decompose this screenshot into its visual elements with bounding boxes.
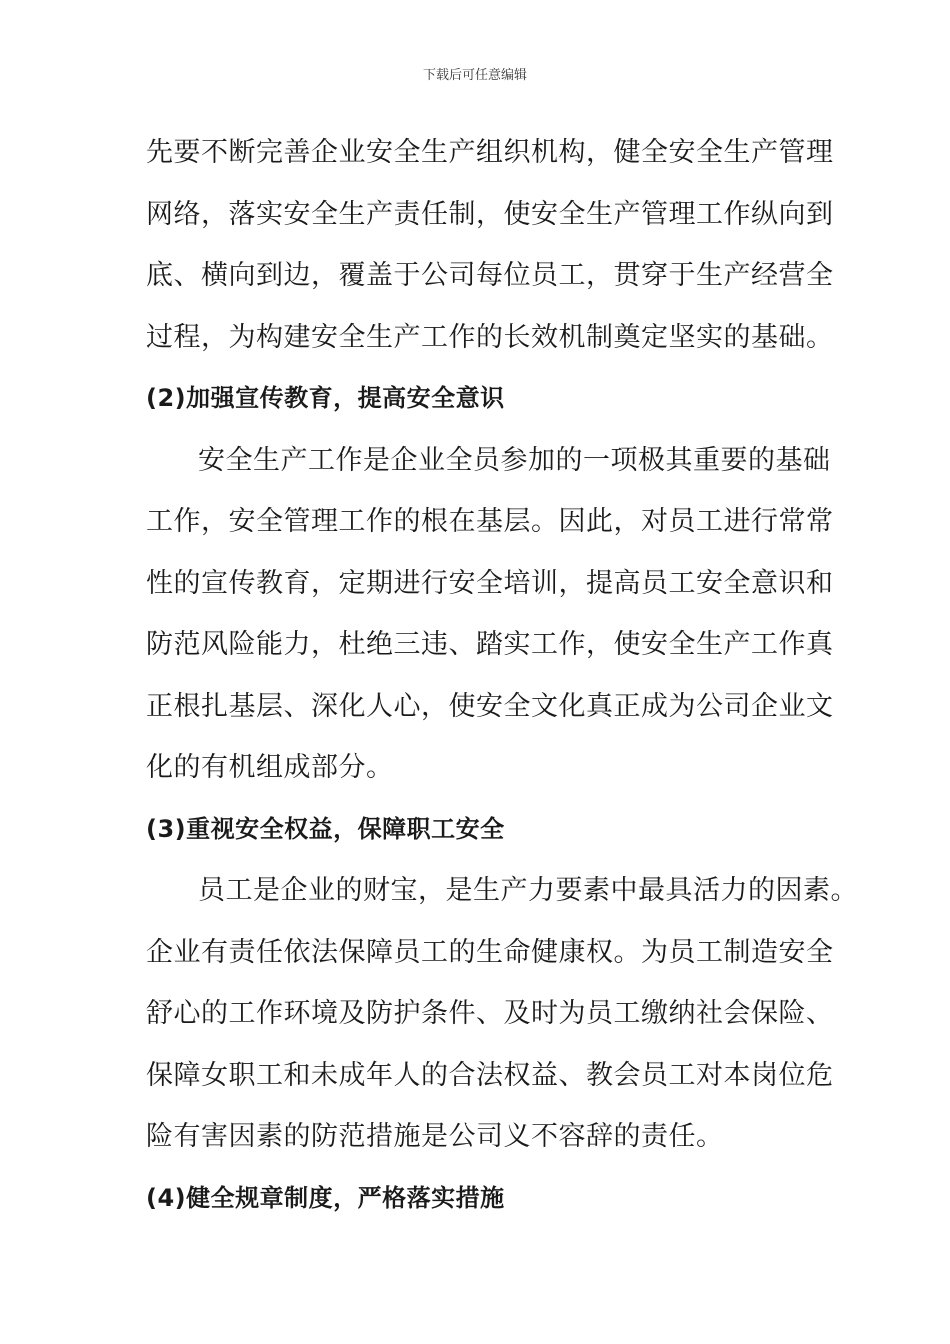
section-heading-4: (4)健全规章制度，严格落实措施 — [146, 1183, 505, 1212]
paragraph-line: 先要不断完善企业安全生产组织机构，健全安全生产管理 — [146, 137, 834, 168]
document-body — [146, 122, 858, 1229]
page-header-note: 下载后可任意编辑 — [422, 68, 527, 83]
paragraph-line: 正根扎基层、深化人心，使安全文化真正成为公司企业文 — [146, 690, 834, 722]
paragraph-line: 网络，落实安全生产责任制，使安全生产管理工作纵向到 — [146, 198, 834, 230]
paragraph-line: 企业有责任依法保障员工的生命健康权。为员工制造安全 — [146, 936, 834, 968]
paragraph-line: 员工是企业的财宝，是生产力要素中最具活力的因素。 — [198, 875, 858, 906]
paragraph-line: 防范风险能力，杜绝三违、踏实工作，使安全生产工作真 — [146, 629, 834, 660]
section-heading-2: (2)加强宣传教育，提高安全意识 — [146, 384, 505, 412]
paragraph-line: 保障女职工和未成年人的合法权益、教会员工对本岗位危 — [146, 1059, 834, 1091]
section-heading-3: (3)重视安全权益，保障职工安全 — [146, 814, 505, 843]
paragraph-line: 底、横向到边，覆盖于公司每位员工，贯穿于生产经营全 — [146, 260, 834, 291]
paragraph-line: 过程，为构建安全生产工作的长效机制奠定坚实的基础。 — [146, 321, 834, 353]
paragraph-line: 险有害因素的防范措施是公司义不容辞的责任。 — [146, 1121, 724, 1152]
paragraph-line: 性的宣传教育，定期进行安全培训，提高员工安全意识和 — [146, 567, 834, 599]
paragraph-line: 舒心的工作环境及防护条件、及时为员工缴纳社会保险、 — [146, 998, 834, 1029]
paragraph-line: 安全生产工作是企业全员参加的一项极其重要的基础 — [198, 444, 831, 476]
paragraph-line: 化的有机组成部分。 — [146, 752, 394, 783]
paragraph-line: 工作，安全管理工作的根在基层。因此，对员工进行常常 — [146, 506, 834, 537]
